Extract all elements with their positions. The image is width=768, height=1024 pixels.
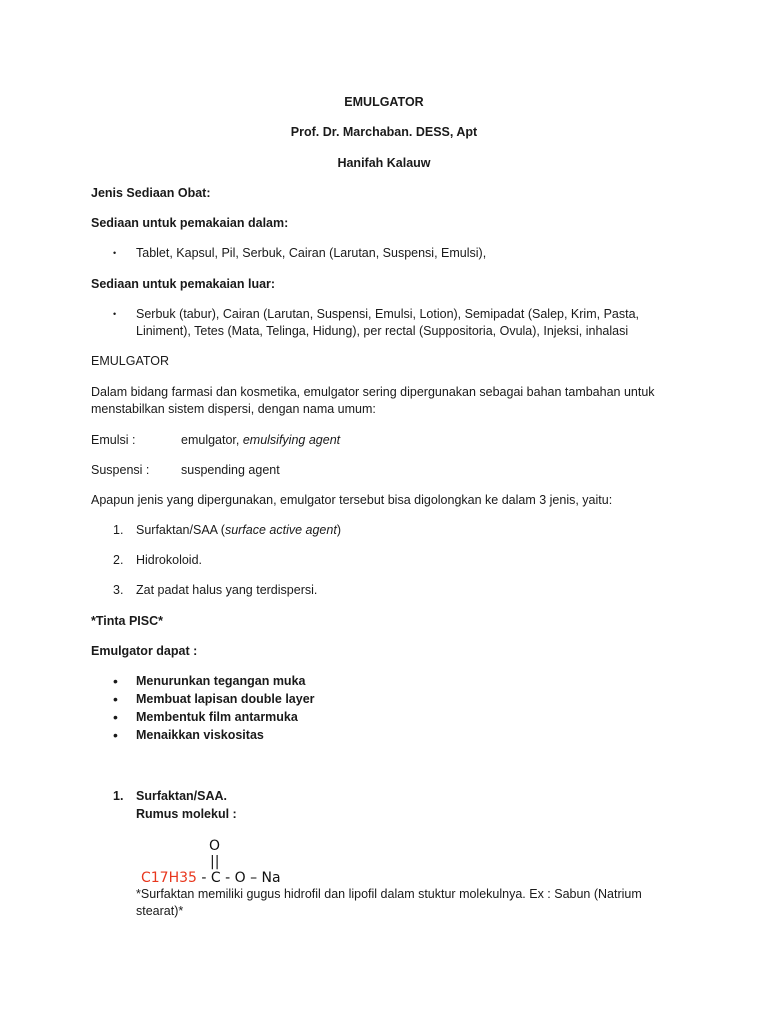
saa-number: 1. [113,789,124,803]
type-plain: Surfaktan/SAA ( [136,523,225,537]
type-end: ) [336,523,341,537]
bullet-icon: • [113,673,118,689]
rumus-label: Rumus molekul : [136,807,237,821]
type-item: Hidrokoloid. [136,553,203,567]
dapat-item: Menaikkan viskositas [136,728,264,742]
type-item [136,522,341,539]
emulsi-def-italic: emulsifying agent [242,433,341,447]
bullet-icon: • [113,691,118,707]
suspensi-definition: suspending agent [181,463,280,477]
type-number: 3. [113,583,124,597]
formula-double-bond: || [210,854,220,870]
section-heading: EMULGATOR [91,354,170,368]
bullet-icon: • [113,248,117,258]
dalam-bullet-text: Tablet, Kapsul, Pil, Serbuk, Cairan (Larutan, Suspensi, Emulsi), [136,246,487,260]
luar-bullet-line2: Liniment), Tetes (Mata, Telinga, Hidung), per rectal (Suppositoria, Ovula), Injeksi, inhalasi [136,324,629,338]
saa-title: Surfaktan/SAA. [136,789,227,803]
apapun-text: Apapun jenis yang dipergunakan, emulgator tersebut bisa digolongkan ke dalam 3 jenis, yaitu: [91,493,613,507]
bullet-icon: • [113,309,117,319]
bullet-icon: • [113,727,118,743]
jenis-heading: Jenis Sediaan Obat: [91,186,211,200]
coauthor-line: Hanifah Kalauw [337,156,431,170]
emulsi-def-plain: emulgator, [181,433,243,447]
type-number: 2. [113,553,124,567]
type-italic: surface active agent [224,523,337,537]
suspensi-term: Suspensi : [91,463,150,477]
intro-line2: menstabilkan sistem dispersi, dengan nama umum: [91,402,376,416]
type-item: Zat padat halus yang terdispersi. [136,583,318,597]
dalam-heading: Sediaan untuk pemakaian dalam: [91,216,289,230]
luar-bullet-line1: Serbuk (tabur), Cairan (Larutan, Suspensi, Emulsi, Lotion), Semipadat (Salep, Krim, Pasta, [136,307,640,321]
intro-line1: Dalam bidang farmasi dan kosmetika, emulgator sering dipergunakan sebagai bahan tambahan untuk [91,385,655,399]
emulsi-term: Emulsi : [91,433,136,447]
document-title: EMULGATOR [344,95,424,109]
formula-oxygen: O [209,838,221,854]
luar-heading: Sediaan untuk pemakaian luar: [91,277,276,291]
dapat-item: Menurunkan tegangan muka [136,674,306,688]
dapat-item: Membuat lapisan double layer [136,692,315,706]
formula-line [141,870,281,886]
note-line1: *Surfaktan memiliki gugus hidrofil dan lipofil dalam stuktur molekulnya. Ex : Sabun (Natrium [136,887,642,901]
tinta-note: *Tinta PISC* [91,614,164,628]
author-line: Prof. Dr. Marchaban. DESS, Apt [290,125,478,139]
type-number: 1. [113,523,124,537]
dapat-item: Membentuk film antarmuka [136,710,298,724]
emulsi-definition [181,432,340,449]
bullet-icon: • [113,709,118,725]
formula-chain: C17H35 [141,870,197,886]
formula-rest: - C - O – Na [196,870,281,886]
dapat-heading: Emulgator dapat : [91,644,198,658]
note-line2: stearat)* [136,904,184,918]
